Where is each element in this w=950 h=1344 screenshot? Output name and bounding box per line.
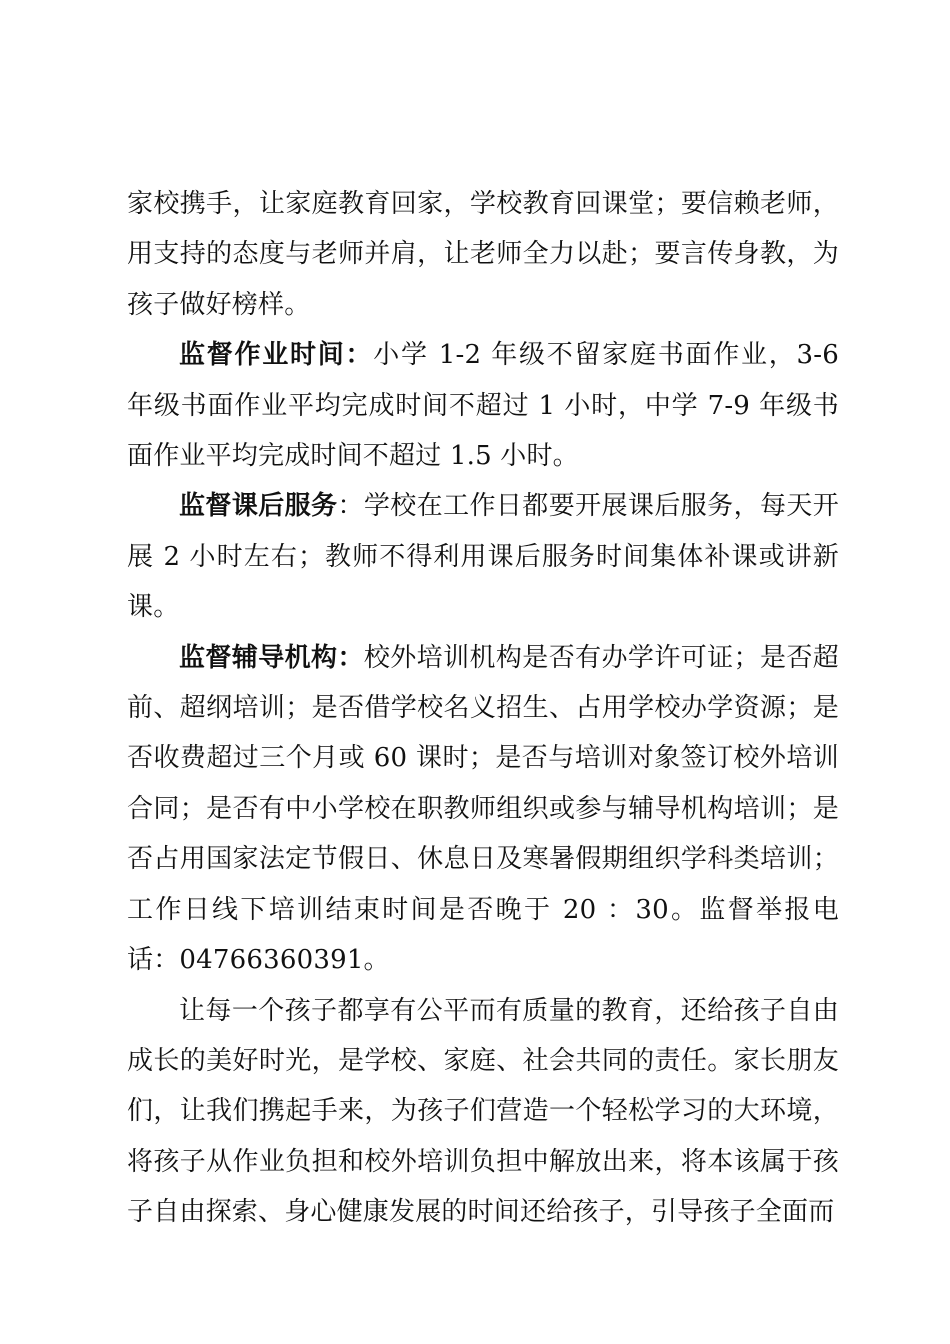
homework-heading: 监督作业时间：	[179, 340, 374, 371]
after-school-paragraph	[127, 481, 839, 632]
intro-paragraph: 家校携手，让家庭教育回家，学校教育回课堂；要信赖老师，用支持的态度与老师并肩，让老师全力以赴；要言传身教，为孩子做好榜样。	[127, 189, 839, 320]
tutoring-heading: 监督辅导机构：	[179, 642, 364, 673]
document-body	[127, 179, 839, 1238]
after-school-heading: 监督课后服务	[179, 491, 338, 522]
after-school-text: ：学校在工作日都要开展课后服务，每天开展 2 小时左右；教师不得利用课后服务时间集体补课或讲新课。	[127, 491, 839, 623]
tutoring-text: 校外培训机构是否有办学许可证；是否超前、超纲培训；是否借学校名义招生、占用学校办学资源；是否收费超过三个月或 60 课时；是否与培训对象签订校外培训合同；是否有中小学校在职教师组织或参与辅导机构培训；是否占用国家法定节假日、休息日及寒暑假期组织学科类培训；工作日线下培训结束时间是否晚于 20 ：30。监督举报电话：04766360391。	[127, 642, 839, 976]
homework-text: 小学 1-2 年级不留家庭书面作业，3-6 年级书面作业平均完成时间不超过 1 小时，中学 7-9 年级书面作业平均完成时间不超过 1.5 小时。	[127, 340, 840, 472]
tutoring-paragraph	[127, 633, 839, 986]
homework-paragraph	[127, 330, 839, 481]
closing-paragraph: 让每一个孩子都享有公平而有质量的教育，还给孩子自由成长的美好时光，是学校、家庭、社会共同的责任。家长朋友们，让我们携起手来，为孩子们营造一个轻松学习的大环境，将孩子从作业负担和校外培训负担中解放出来，将本该属于孩子自由探索、身心健康发展的时间还给孩子，引导孩子全面而	[127, 995, 839, 1228]
